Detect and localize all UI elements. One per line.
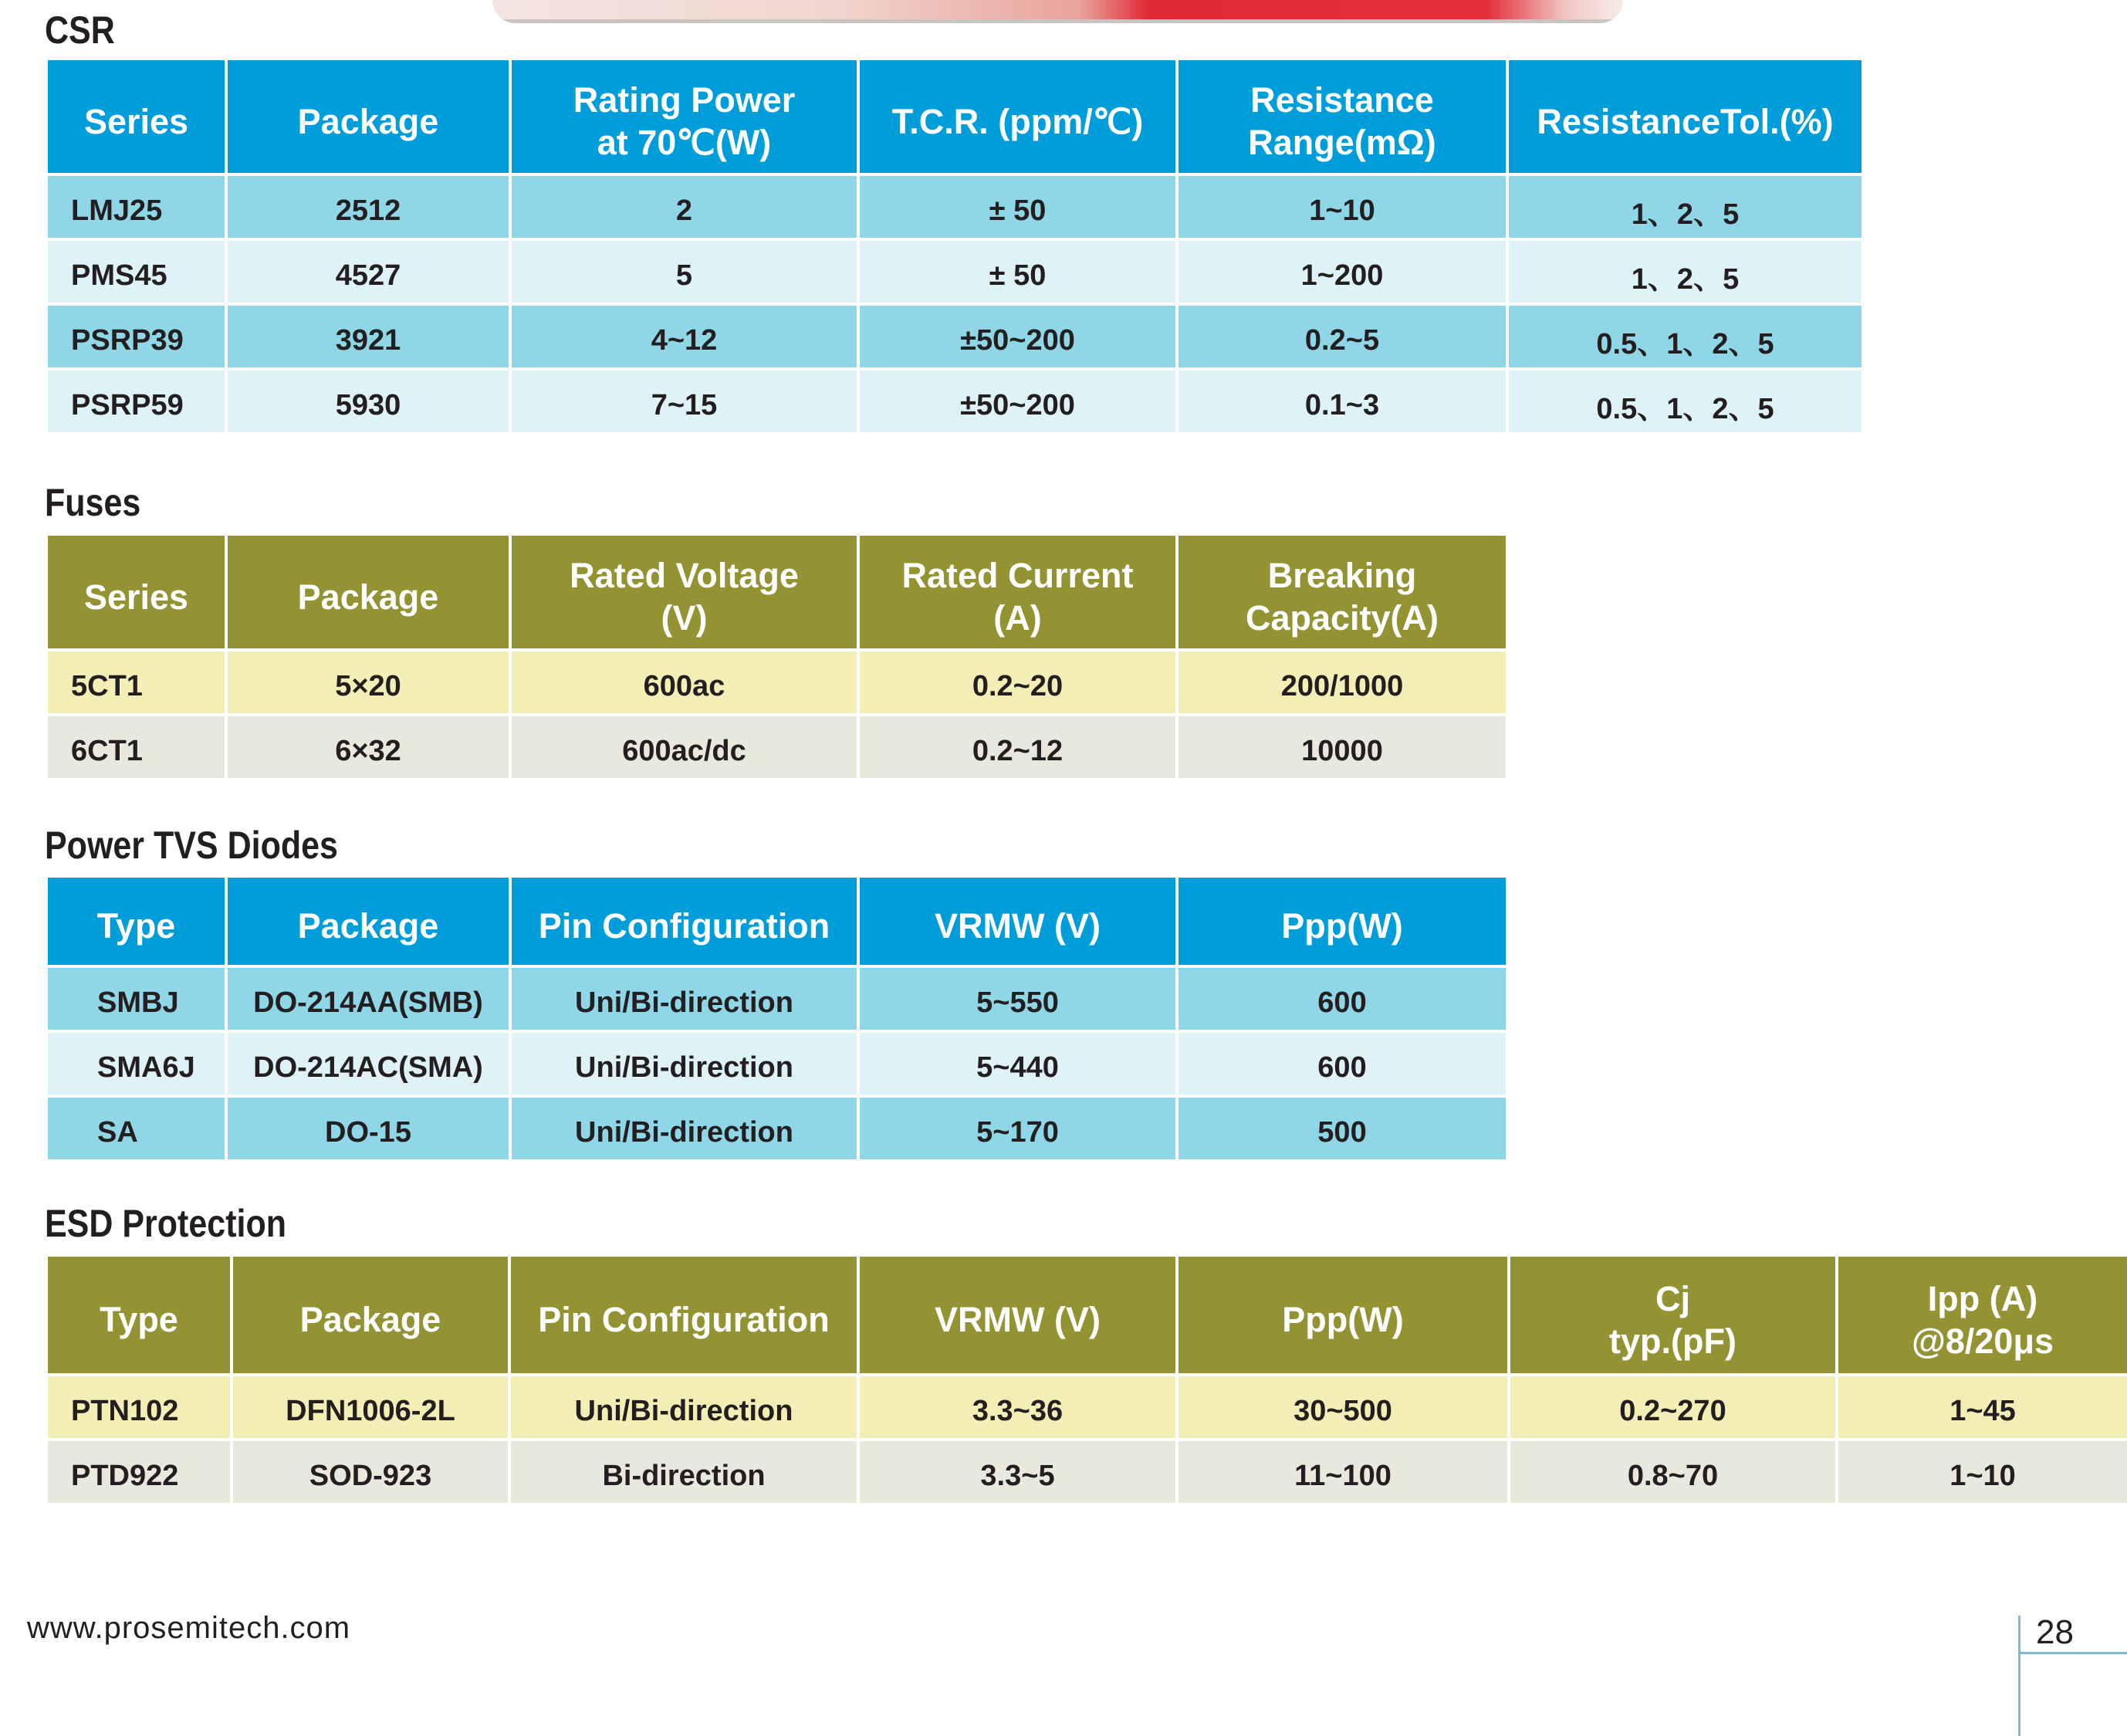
table-cell: 1~10 (1177, 174, 1507, 239)
table-cell: 2512 (226, 174, 510, 239)
table-row (46, 1375, 2127, 1440)
table-cell: PTD922 (46, 1440, 232, 1504)
column-header: T.C.R. (ppm/℃) (858, 59, 1177, 174)
fuses-table (45, 533, 1509, 781)
table-cell: 3.3~36 (858, 1375, 1177, 1440)
table-cell: 6×32 (226, 715, 510, 780)
table-cell: 0.5、1、2、5 (1507, 304, 1863, 369)
esd-title: ESD Protection (45, 1202, 286, 1245)
column-header: Pin Configuration (510, 876, 858, 966)
table-cell: 600ac/dc (510, 715, 858, 780)
page-corner-rule-horizontal (2020, 1652, 2127, 1654)
table-header-row (46, 59, 1863, 174)
table-cell: DO-15 (226, 1096, 510, 1161)
table-cell: 1~45 (1837, 1375, 2127, 1440)
csr-table (45, 57, 1865, 435)
table-cell: 1~200 (1177, 239, 1507, 304)
table-cell: 500 (1177, 1096, 1507, 1161)
table-row (46, 715, 1507, 780)
column-header: Rated Voltage (V) (510, 534, 858, 650)
table-cell: 11~100 (1177, 1440, 1509, 1504)
tvs-title: Power TVS Diodes (45, 824, 338, 867)
csr-title: CSR (45, 8, 115, 52)
column-header: Resistance Range(mΩ) (1177, 59, 1507, 174)
table-cell: 1、2、5 (1507, 174, 1863, 239)
footer-website-url[interactable]: www.prosemitech.com (27, 1611, 351, 1645)
table-cell: 10000 (1177, 715, 1507, 780)
esd-table (45, 1254, 2127, 1506)
column-header: Ppp(W) (1177, 876, 1507, 966)
table-cell: 5~440 (858, 1031, 1177, 1096)
table-cell: DO-214AA(SMB) (226, 966, 510, 1031)
column-header: Ipp (A) @8/20μs (1837, 1255, 2127, 1375)
table-cell: Bi-direction (509, 1440, 858, 1504)
table-row (46, 650, 1507, 715)
table-cell: Uni/Bi-direction (510, 1031, 858, 1096)
fuses-title: Fuses (45, 481, 141, 524)
column-header: Rated Current (A) (858, 534, 1177, 650)
table-cell: PMS45 (46, 239, 226, 304)
table-row (46, 966, 1507, 1031)
table-cell: 6CT1 (46, 715, 226, 780)
table-cell: 5×20 (226, 650, 510, 715)
table-cell: PTN102 (46, 1375, 232, 1440)
table-row (46, 304, 1863, 369)
column-header: VRMW (V) (858, 876, 1177, 966)
table-cell: 1、2、5 (1507, 239, 1863, 304)
table-cell: DFN1006-2L (232, 1375, 509, 1440)
page-number: 28 (2036, 1613, 2074, 1651)
table-cell: 600 (1177, 1031, 1507, 1096)
column-header: Type (46, 876, 226, 966)
table-cell: SOD-923 (232, 1440, 509, 1504)
table-header-row (46, 534, 1507, 650)
table-row (46, 239, 1863, 304)
table-cell: 30~500 (1177, 1375, 1509, 1440)
column-header: VRMW (V) (858, 1255, 1177, 1375)
table-cell: Uni/Bi-direction (509, 1375, 858, 1440)
table-cell: 5CT1 (46, 650, 226, 715)
table-cell: 0.2~12 (858, 715, 1177, 780)
column-header: Package (226, 59, 510, 174)
column-header: Cj typ.(pF) (1509, 1255, 1837, 1375)
table-cell: 0.2~20 (858, 650, 1177, 715)
column-header: Package (226, 534, 510, 650)
column-header: Ppp(W) (1177, 1255, 1509, 1375)
table-cell: 5930 (226, 369, 510, 434)
page-corner-rule-vertical (2018, 1616, 2020, 1736)
column-header: Package (232, 1255, 509, 1375)
table-cell: 5 (510, 239, 858, 304)
table-cell: ±50~200 (858, 369, 1177, 434)
table-cell: 4~12 (510, 304, 858, 369)
table-cell: 7~15 (510, 369, 858, 434)
table-cell: ±50~200 (858, 304, 1177, 369)
table-cell: 0.5、1、2、5 (1507, 369, 1863, 434)
table-cell: 600 (1177, 966, 1507, 1031)
column-header: Series (46, 534, 226, 650)
column-header: Breaking Capacity(A) (1177, 534, 1507, 650)
table-row (46, 1440, 2127, 1504)
table-cell: 5~170 (858, 1096, 1177, 1161)
table-cell: ± 50 (858, 239, 1177, 304)
tvs-table (45, 875, 1509, 1162)
column-header: Series (46, 59, 226, 174)
table-cell: 3921 (226, 304, 510, 369)
column-header: Pin Configuration (509, 1255, 858, 1375)
table-row (46, 369, 1863, 434)
table-cell: SA (46, 1096, 226, 1161)
table-row (46, 174, 1863, 239)
table-cell: PSRP59 (46, 369, 226, 434)
column-header: ResistanceTol.(%) (1507, 59, 1863, 174)
column-header: Type (46, 1255, 232, 1375)
table-row (46, 1096, 1507, 1161)
table-cell: 3.3~5 (858, 1440, 1177, 1504)
table-cell: SMA6J (46, 1031, 226, 1096)
table-cell: LMJ25 (46, 174, 226, 239)
table-cell: 5~550 (858, 966, 1177, 1031)
table-header-row (46, 1255, 2127, 1375)
table-cell: 200/1000 (1177, 650, 1507, 715)
table-cell: 0.2~5 (1177, 304, 1507, 369)
table-cell: 2 (510, 174, 858, 239)
table-cell: 0.2~270 (1509, 1375, 1837, 1440)
table-cell: 0.8~70 (1509, 1440, 1837, 1504)
table-cell: 0.1~3 (1177, 369, 1507, 434)
table-cell: 1~10 (1837, 1440, 2127, 1504)
table-row (46, 1031, 1507, 1096)
table-cell: 600ac (510, 650, 858, 715)
table-cell: ± 50 (858, 174, 1177, 239)
column-header: Package (226, 876, 510, 966)
table-cell: SMBJ (46, 966, 226, 1031)
table-cell: PSRP39 (46, 304, 226, 369)
table-cell: 4527 (226, 239, 510, 304)
column-header: Rating Power at 70℃(W) (510, 59, 858, 174)
table-cell: Uni/Bi-direction (510, 966, 858, 1031)
table-cell: DO-214AC(SMA) (226, 1031, 510, 1096)
table-cell: Uni/Bi-direction (510, 1096, 858, 1161)
table-header-row (46, 876, 1507, 966)
top-banner-image (492, 0, 1623, 23)
